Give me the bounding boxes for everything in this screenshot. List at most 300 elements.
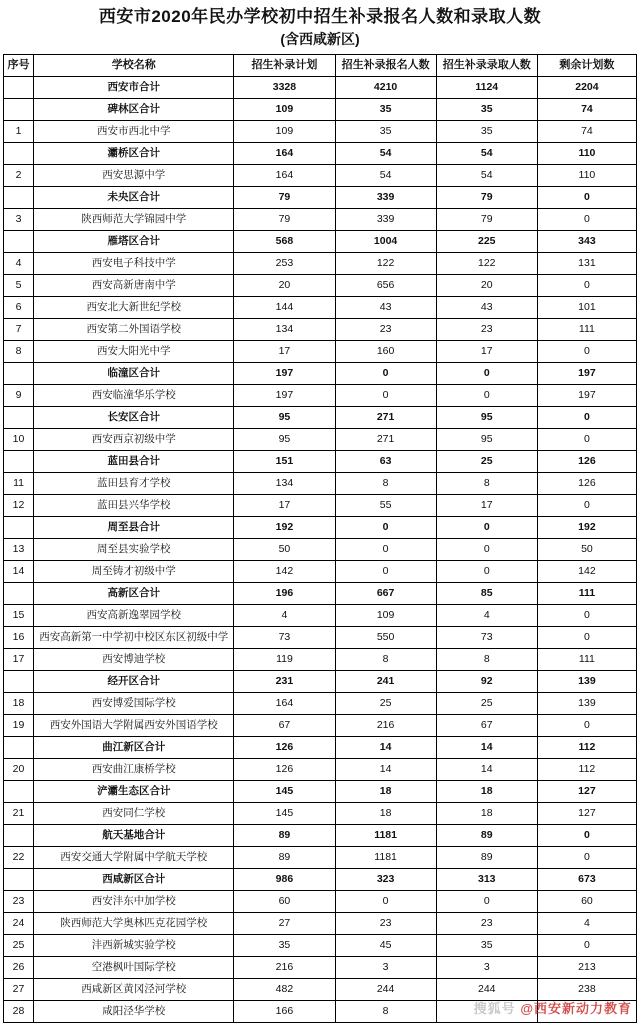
cell-plan: 60 — [234, 891, 335, 913]
column-header-remaining: 剩余计划数 — [537, 55, 636, 77]
cell-applicants: 216 — [335, 715, 436, 737]
title-block — [0, 0, 640, 49]
cell-applicants: 23 — [335, 913, 436, 935]
table-row — [4, 649, 637, 671]
cell-admitted: 18 — [436, 781, 537, 803]
table-row — [4, 473, 637, 495]
cell-remaining: 4 — [537, 913, 636, 935]
table-row — [4, 363, 637, 385]
cell-index: 21 — [4, 803, 34, 825]
cell-plan: 568 — [234, 231, 335, 253]
cell-admitted: 8 — [436, 649, 537, 671]
cell-remaining: 142 — [537, 561, 636, 583]
cell-index — [4, 781, 34, 803]
cell-admitted: 225 — [436, 231, 537, 253]
cell-remaining: 192 — [537, 517, 636, 539]
cell-remaining: 101 — [537, 297, 636, 319]
cell-school-name: 西安北大新世纪学校 — [34, 297, 234, 319]
cell-index: 22 — [4, 847, 34, 869]
cell-remaining: 60 — [537, 891, 636, 913]
cell-plan: 20 — [234, 275, 335, 297]
cell-admitted: 79 — [436, 187, 537, 209]
cell-applicants: 35 — [335, 99, 436, 121]
cell-applicants: 656 — [335, 275, 436, 297]
cell-admitted: 3 — [436, 957, 537, 979]
cell-plan: 126 — [234, 737, 335, 759]
cell-index: 13 — [4, 539, 34, 561]
cell-applicants: 3 — [335, 957, 436, 979]
cell-plan: 192 — [234, 517, 335, 539]
cell-school-name: 高新区合计 — [34, 583, 234, 605]
cell-index — [4, 363, 34, 385]
cell-admitted: 54 — [436, 143, 537, 165]
table-row — [4, 539, 637, 561]
cell-admitted: 0 — [436, 539, 537, 561]
cell-index: 20 — [4, 759, 34, 781]
cell-school-name: 西安外国语大学附属西安外国语学校 — [34, 715, 234, 737]
cell-admitted: 14 — [436, 759, 537, 781]
table-row — [4, 561, 637, 583]
cell-applicants: 0 — [335, 539, 436, 561]
cell-plan: 89 — [234, 825, 335, 847]
cell-plan: 216 — [234, 957, 335, 979]
cell-index — [4, 517, 34, 539]
cell-remaining: 50 — [537, 539, 636, 561]
cell-applicants: 14 — [335, 759, 436, 781]
cell-index: 5 — [4, 275, 34, 297]
cell-applicants: 14 — [335, 737, 436, 759]
cell-index — [4, 231, 34, 253]
cell-index — [4, 99, 34, 121]
cell-school-name: 空港枫叶国际学校 — [34, 957, 234, 979]
cell-admitted: 122 — [436, 253, 537, 275]
cell-index: 7 — [4, 319, 34, 341]
cell-school-name: 曲江新区合计 — [34, 737, 234, 759]
watermark-sohu: 搜狐号 — [473, 1001, 516, 1016]
cell-school-name: 临潼区合计 — [34, 363, 234, 385]
cell-school-name: 西安西京初级中学 — [34, 429, 234, 451]
cell-remaining: 343 — [537, 231, 636, 253]
cell-plan: 197 — [234, 363, 335, 385]
cell-applicants: 8 — [335, 1001, 436, 1023]
cell-index: 27 — [4, 979, 34, 1001]
cell-admitted: 95 — [436, 407, 537, 429]
cell-applicants: 43 — [335, 297, 436, 319]
cell-admitted: 25 — [436, 451, 537, 473]
cell-school-name: 西安市西北中学 — [34, 121, 234, 143]
cell-plan: 79 — [234, 209, 335, 231]
cell-remaining: 112 — [537, 759, 636, 781]
table-row — [4, 935, 637, 957]
cell-applicants: 122 — [335, 253, 436, 275]
table-row — [4, 759, 637, 781]
cell-school-name: 陕西师范大学奥林匹克花园学校 — [34, 913, 234, 935]
cell-admitted: 0 — [436, 385, 537, 407]
table-row — [4, 1001, 637, 1023]
cell-applicants: 339 — [335, 187, 436, 209]
table-row — [4, 495, 637, 517]
cell-applicants: 271 — [335, 429, 436, 451]
cell-applicants: 0 — [335, 891, 436, 913]
cell-admitted: 43 — [436, 297, 537, 319]
cell-remaining: 139 — [537, 693, 636, 715]
cell-applicants: 667 — [335, 583, 436, 605]
cell-admitted: 23 — [436, 913, 537, 935]
cell-school-name: 西安交通大学附属中学航天学校 — [34, 847, 234, 869]
table-row — [4, 803, 637, 825]
cell-applicants: 63 — [335, 451, 436, 473]
cell-school-name: 沣西新城实验学校 — [34, 935, 234, 957]
table-row — [4, 737, 637, 759]
table-row — [4, 693, 637, 715]
cell-plan: 79 — [234, 187, 335, 209]
table-row — [4, 913, 637, 935]
cell-plan: 197 — [234, 385, 335, 407]
cell-admitted: 0 — [436, 363, 537, 385]
cell-index: 9 — [4, 385, 34, 407]
cell-index: 15 — [4, 605, 34, 627]
cell-admitted: 89 — [436, 847, 537, 869]
cell-admitted: 313 — [436, 869, 537, 891]
cell-remaining: 673 — [537, 869, 636, 891]
column-header-admitted: 招生补录录取人数 — [436, 55, 537, 77]
table-row — [4, 187, 637, 209]
cell-index — [4, 869, 34, 891]
cell-index: 4 — [4, 253, 34, 275]
cell-applicants: 1004 — [335, 231, 436, 253]
cell-remaining: 0 — [537, 187, 636, 209]
cell-remaining: 2204 — [537, 77, 636, 99]
table-row — [4, 781, 637, 803]
cell-applicants: 54 — [335, 143, 436, 165]
cell-remaining: 126 — [537, 473, 636, 495]
cell-plan: 89 — [234, 847, 335, 869]
cell-admitted: 73 — [436, 627, 537, 649]
cell-admitted: 4 — [436, 605, 537, 627]
cell-school-name: 长安区合计 — [34, 407, 234, 429]
cell-admitted: 20 — [436, 275, 537, 297]
table-row — [4, 627, 637, 649]
cell-remaining: 213 — [537, 957, 636, 979]
cell-remaining: 0 — [537, 275, 636, 297]
cell-admitted: 1124 — [436, 77, 537, 99]
cell-remaining: 0 — [537, 429, 636, 451]
cell-plan: 27 — [234, 913, 335, 935]
cell-applicants: 0 — [335, 385, 436, 407]
cell-admitted: 0 — [436, 891, 537, 913]
cell-plan: 144 — [234, 297, 335, 319]
cell-remaining: 110 — [537, 143, 636, 165]
cell-admitted: 25 — [436, 693, 537, 715]
cell-plan: 73 — [234, 627, 335, 649]
cell-school-name: 灞桥区合计 — [34, 143, 234, 165]
cell-admitted: 35 — [436, 935, 537, 957]
cell-school-name: 蓝田县育才学校 — [34, 473, 234, 495]
cell-remaining: 0 — [537, 209, 636, 231]
cell-remaining: 0 — [537, 627, 636, 649]
cell-index — [4, 143, 34, 165]
cell-remaining: 0 — [537, 407, 636, 429]
table-row — [4, 77, 637, 99]
cell-admitted: 85 — [436, 583, 537, 605]
table-row — [4, 385, 637, 407]
cell-remaining: 111 — [537, 649, 636, 671]
cell-remaining: 0 — [537, 495, 636, 517]
cell-plan: 196 — [234, 583, 335, 605]
cell-school-name: 西安市合计 — [34, 77, 234, 99]
cell-school-name: 经开区合计 — [34, 671, 234, 693]
cell-remaining: 74 — [537, 99, 636, 121]
column-header-applicants: 招生补录报名人数 — [335, 55, 436, 77]
table-row — [4, 869, 637, 891]
column-header-school: 学校名称 — [34, 55, 234, 77]
table-row — [4, 297, 637, 319]
cell-applicants: 8 — [335, 649, 436, 671]
cell-admitted: 35 — [436, 121, 537, 143]
table-row — [4, 253, 637, 275]
cell-school-name: 未央区合计 — [34, 187, 234, 209]
cell-school-name: 蓝田县兴华学校 — [34, 495, 234, 517]
cell-admitted: 14 — [436, 737, 537, 759]
cell-school-name: 西安高新唐南中学 — [34, 275, 234, 297]
cell-plan: 986 — [234, 869, 335, 891]
cell-remaining: 126 — [537, 451, 636, 473]
table-row — [4, 605, 637, 627]
cell-index — [4, 583, 34, 605]
cell-remaining: 127 — [537, 803, 636, 825]
cell-school-name: 雁塔区合计 — [34, 231, 234, 253]
cell-plan: 4 — [234, 605, 335, 627]
cell-plan: 50 — [234, 539, 335, 561]
cell-admitted: 79 — [436, 209, 537, 231]
admissions-table — [3, 54, 637, 1023]
cell-plan: 142 — [234, 561, 335, 583]
cell-school-name: 西安第二外国语学校 — [34, 319, 234, 341]
cell-applicants: 54 — [335, 165, 436, 187]
cell-plan: 119 — [234, 649, 335, 671]
cell-index: 12 — [4, 495, 34, 517]
cell-applicants: 0 — [335, 363, 436, 385]
table-row — [4, 407, 637, 429]
cell-remaining: 0 — [537, 935, 636, 957]
table-row — [4, 275, 637, 297]
cell-index — [4, 407, 34, 429]
cell-school-name: 咸阳泾华学校 — [34, 1001, 234, 1023]
cell-admitted: 23 — [436, 319, 537, 341]
cell-school-name: 浐灞生态区合计 — [34, 781, 234, 803]
cell-school-name: 碑林区合计 — [34, 99, 234, 121]
cell-school-name: 西安高新第一中学初中校区东区初级中学 — [34, 627, 234, 649]
cell-index: 23 — [4, 891, 34, 913]
cell-plan: 17 — [234, 341, 335, 363]
cell-applicants: 45 — [335, 935, 436, 957]
cell-index: 26 — [4, 957, 34, 979]
cell-school-name: 西安博迪学校 — [34, 649, 234, 671]
cell-applicants: 339 — [335, 209, 436, 231]
cell-school-name: 西安同仁学校 — [34, 803, 234, 825]
cell-index: 2 — [4, 165, 34, 187]
cell-applicants: 550 — [335, 627, 436, 649]
table-row — [4, 341, 637, 363]
table-row — [4, 121, 637, 143]
cell-remaining — [537, 1001, 636, 1023]
cell-plan: 17 — [234, 495, 335, 517]
table-row — [4, 99, 637, 121]
column-header-index: 序号 — [4, 55, 34, 77]
page-title: 西安市2020年民办学校初中招生补录报名人数和录取人数 — [98, 7, 542, 26]
cell-remaining: 127 — [537, 781, 636, 803]
cell-remaining: 0 — [537, 341, 636, 363]
cell-plan: 164 — [234, 165, 335, 187]
cell-plan: 482 — [234, 979, 335, 1001]
table-row — [4, 979, 637, 1001]
table-body — [4, 77, 637, 1023]
cell-index — [4, 451, 34, 473]
cell-plan: 67 — [234, 715, 335, 737]
cell-admitted: 67 — [436, 715, 537, 737]
cell-applicants: 1181 — [335, 847, 436, 869]
cell-admitted: 17 — [436, 341, 537, 363]
cell-remaining: 0 — [537, 715, 636, 737]
cell-plan: 95 — [234, 407, 335, 429]
table-row — [4, 451, 637, 473]
cell-applicants: 8 — [335, 473, 436, 495]
cell-admitted: 17 — [436, 495, 537, 517]
cell-school-name: 西安曲江康桥学校 — [34, 759, 234, 781]
cell-admitted: 0 — [436, 517, 537, 539]
cell-index: 10 — [4, 429, 34, 451]
cell-applicants: 241 — [335, 671, 436, 693]
cell-applicants: 1181 — [335, 825, 436, 847]
cell-applicants: 0 — [335, 517, 436, 539]
cell-plan: 164 — [234, 693, 335, 715]
cell-index: 11 — [4, 473, 34, 495]
cell-school-name: 西安博爱国际学校 — [34, 693, 234, 715]
cell-index: 18 — [4, 693, 34, 715]
cell-plan: 109 — [234, 121, 335, 143]
cell-school-name: 周至县合计 — [34, 517, 234, 539]
cell-plan: 253 — [234, 253, 335, 275]
watermark-account: @西安新动力教育 — [520, 1001, 632, 1016]
table-row — [4, 429, 637, 451]
cell-school-name: 航天基地合计 — [34, 825, 234, 847]
cell-school-name: 西安大阳光中学 — [34, 341, 234, 363]
cell-applicants: 55 — [335, 495, 436, 517]
cell-admitted: 89 — [436, 825, 537, 847]
cell-remaining: 238 — [537, 979, 636, 1001]
cell-remaining: 110 — [537, 165, 636, 187]
cell-applicants: 23 — [335, 319, 436, 341]
cell-school-name: 周至县实验学校 — [34, 539, 234, 561]
cell-remaining: 111 — [537, 319, 636, 341]
cell-remaining: 139 — [537, 671, 636, 693]
cell-plan: 166 — [234, 1001, 335, 1023]
cell-applicants: 4210 — [335, 77, 436, 99]
cell-admitted: 244 — [436, 979, 537, 1001]
table-row — [4, 671, 637, 693]
table-row — [4, 583, 637, 605]
cell-school-name: 周至铸才初级中学 — [34, 561, 234, 583]
cell-applicants: 25 — [335, 693, 436, 715]
table-row — [4, 209, 637, 231]
cell-plan: 134 — [234, 473, 335, 495]
table-row — [4, 231, 637, 253]
cell-plan: 151 — [234, 451, 335, 473]
cell-applicants: 18 — [335, 781, 436, 803]
table-header-row — [4, 55, 637, 77]
cell-plan: 231 — [234, 671, 335, 693]
cell-remaining: 0 — [537, 847, 636, 869]
cell-applicants: 0 — [335, 561, 436, 583]
cell-school-name: 西安电子科技中学 — [34, 253, 234, 275]
cell-applicants: 271 — [335, 407, 436, 429]
cell-admitted: 8 — [436, 473, 537, 495]
cell-index — [4, 671, 34, 693]
cell-school-name: 西安临潼华乐学校 — [34, 385, 234, 407]
cell-plan: 95 — [234, 429, 335, 451]
cell-school-name: 陕西师范大学锦园中学 — [34, 209, 234, 231]
cell-admitted: 18 — [436, 803, 537, 825]
cell-remaining: 0 — [537, 825, 636, 847]
table-row — [4, 891, 637, 913]
cell-index: 14 — [4, 561, 34, 583]
cell-school-name: 西咸新区黄冈泾河学校 — [34, 979, 234, 1001]
cell-applicants: 244 — [335, 979, 436, 1001]
cell-index — [4, 825, 34, 847]
cell-index: 28 — [4, 1001, 34, 1023]
cell-index: 24 — [4, 913, 34, 935]
table-row — [4, 957, 637, 979]
cell-plan: 164 — [234, 143, 335, 165]
cell-index: 8 — [4, 341, 34, 363]
cell-index: 3 — [4, 209, 34, 231]
cell-admitted: 54 — [436, 165, 537, 187]
cell-school-name: 西安高新逸翠园学校 — [34, 605, 234, 627]
cell-index: 1 — [4, 121, 34, 143]
cell-index: 6 — [4, 297, 34, 319]
table-row — [4, 319, 637, 341]
cell-applicants: 160 — [335, 341, 436, 363]
cell-plan: 35 — [234, 935, 335, 957]
cell-remaining: 111 — [537, 583, 636, 605]
table-row — [4, 165, 637, 187]
cell-applicants: 35 — [335, 121, 436, 143]
cell-admitted — [436, 1001, 537, 1023]
cell-admitted: 35 — [436, 99, 537, 121]
page-subtitle: (含西咸新区) — [280, 31, 360, 47]
table-row — [4, 143, 637, 165]
cell-school-name: 西安思源中学 — [34, 165, 234, 187]
table-row — [4, 517, 637, 539]
cell-applicants: 109 — [335, 605, 436, 627]
cell-plan: 126 — [234, 759, 335, 781]
cell-index — [4, 77, 34, 99]
column-header-plan: 招生补录计划 — [234, 55, 335, 77]
cell-school-name: 蓝田县合计 — [34, 451, 234, 473]
cell-school-name: 西咸新区合计 — [34, 869, 234, 891]
cell-index: 16 — [4, 627, 34, 649]
table-row — [4, 847, 637, 869]
cell-index — [4, 737, 34, 759]
cell-plan: 145 — [234, 803, 335, 825]
cell-remaining: 0 — [537, 605, 636, 627]
cell-remaining: 74 — [537, 121, 636, 143]
table-row — [4, 715, 637, 737]
cell-index: 25 — [4, 935, 34, 957]
table-row — [4, 825, 637, 847]
cell-admitted: 92 — [436, 671, 537, 693]
cell-applicants: 323 — [335, 869, 436, 891]
